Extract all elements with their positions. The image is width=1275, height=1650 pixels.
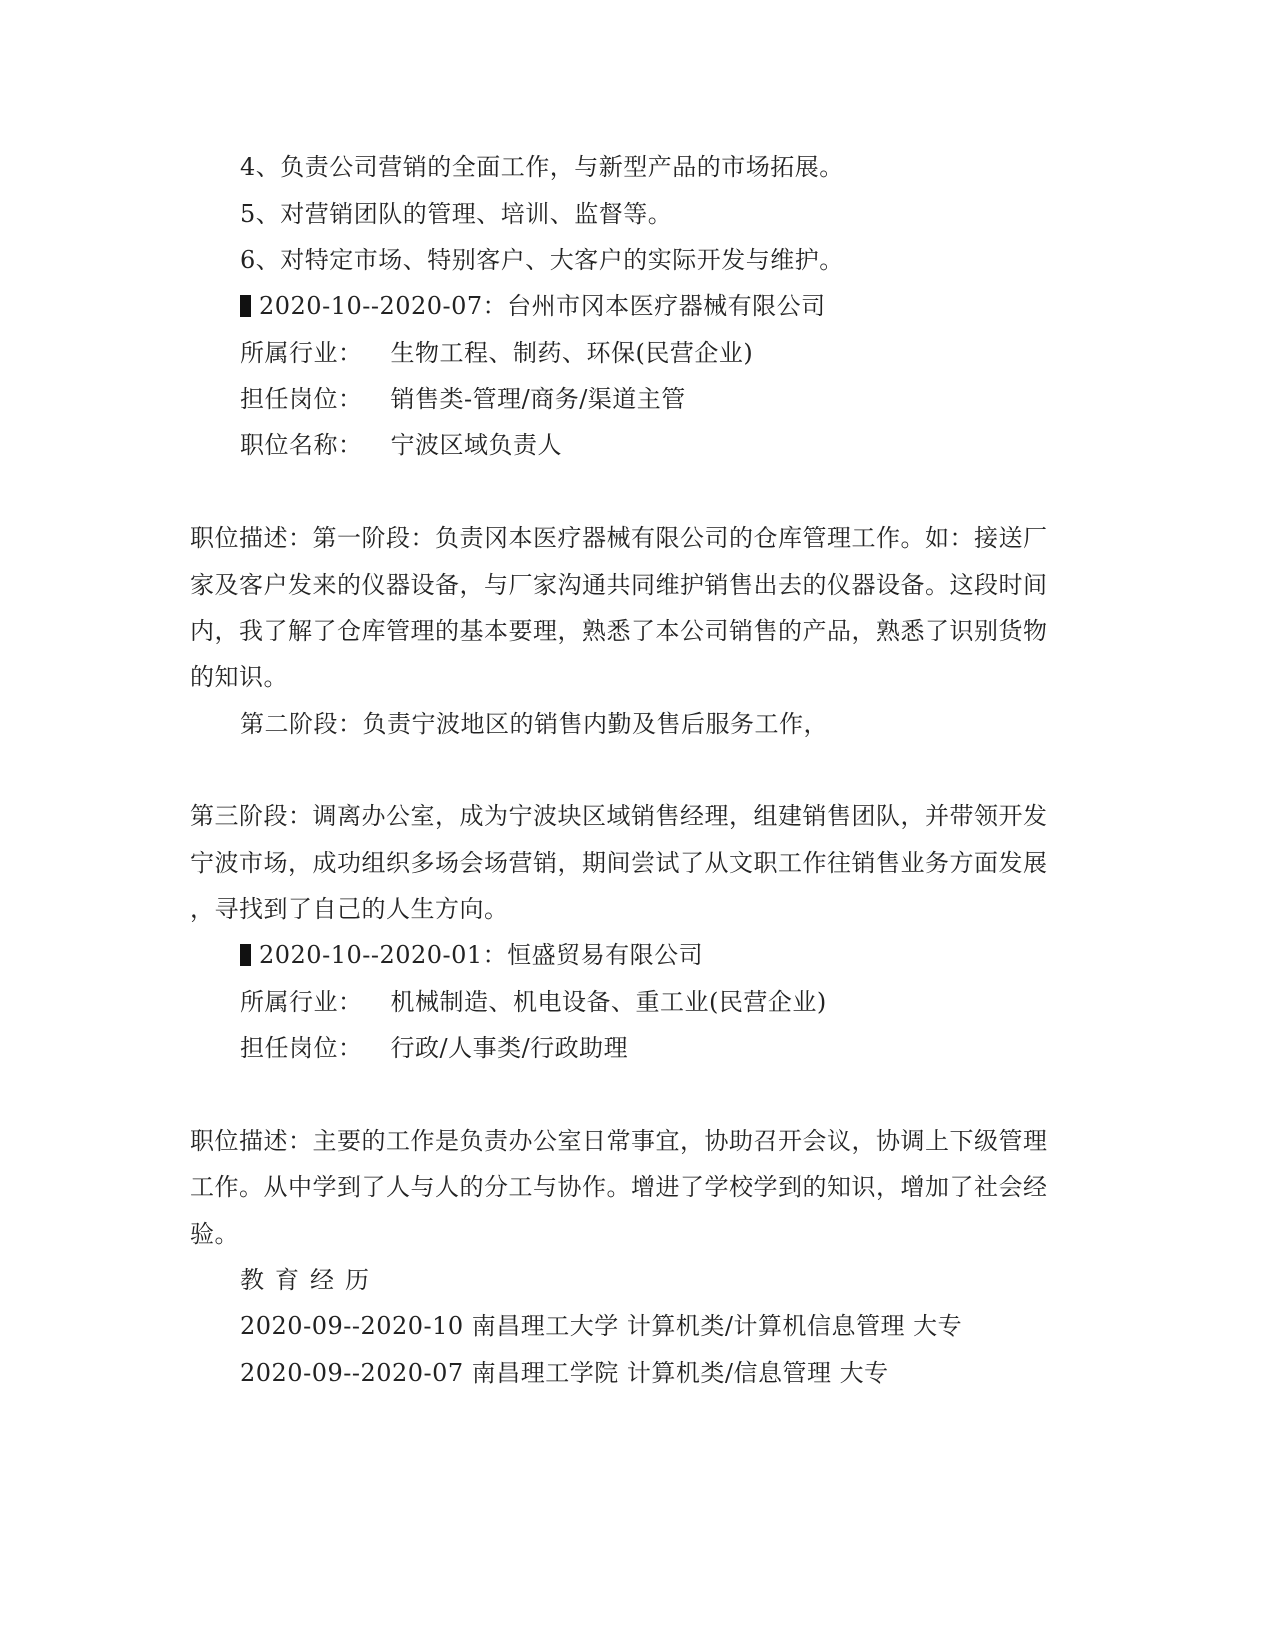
education-heading: 教育经历 [240, 1266, 380, 1294]
job-description-line: 的知识。 [190, 663, 288, 691]
job-description-line: 工作。从中学到了人与人的分工与协作。增进了学校学到的知识，增加了社会经 [190, 1173, 1048, 1201]
position-row [240, 1033, 628, 1063]
bullet-bar-icon [240, 295, 251, 317]
stage-3-line: ，寻找到了自己的人生方向。 [190, 895, 509, 923]
job-description-line: 职位描述：主要的工作是负责办公室日常事宜，协助召开会议，协调上下级管理 [190, 1127, 1048, 1155]
job-header-1 [240, 291, 826, 321]
field-value: 行政/人事类/行政助理 [390, 1034, 629, 1062]
field-label: 职位名称： [240, 431, 363, 459]
job-description-line: 家及客户发来的仪器设备，与厂家沟通共同维护销售出去的仪器设备。这段时间 [190, 571, 1048, 599]
industry-row [240, 338, 753, 368]
stage-3-line: 宁波市场，成功组织多场会场营销，期间尝试了从文职工作往销售业务方面发展 [190, 849, 1048, 877]
stage-2-text: 第二阶段：负责宁波地区的销售内勤及售后服务工作， [240, 710, 828, 738]
industry-row [240, 987, 827, 1017]
title-row [240, 430, 562, 460]
field-label: 担任岗位： [240, 385, 363, 413]
company-name: 台州市冈本医疗器械有限公司 [507, 292, 826, 320]
job-description-line: 职位描述：第一阶段：负责冈本医疗器械有限公司的仓库管理工作。如：接送厂 [190, 524, 1048, 552]
field-label: 所属行业： [240, 988, 363, 1016]
field-value: 生物工程、制药、环保(民营企业) [390, 339, 754, 367]
field-value: 机械制造、机电设备、重工业(民营企业) [390, 988, 827, 1016]
job-description-line: 内，我了解了仓库管理的基本要理，熟悉了本公司销售的产品，熟悉了识别货物 [190, 617, 1048, 645]
field-label: 担任岗位： [240, 1034, 363, 1062]
position-row [240, 384, 686, 414]
stage-3-line: 第三阶段：调离办公室，成为宁波块区域销售经理，组建销售团队，并带领开发 [190, 802, 1048, 830]
job-header-2 [240, 940, 703, 970]
education-entry: 2020-09--2020-10 南昌理工大学 计算机类/计算机信息管理 大专 [240, 1312, 963, 1340]
bullet-bar-icon [240, 944, 251, 966]
field-value: 销售类-管理/商务/渠道主管 [390, 385, 686, 413]
education-entry: 2020-09--2020-07 南昌理工学院 计算机类/信息管理 大专 [240, 1359, 889, 1387]
job-description-line: 验。 [190, 1220, 239, 1248]
field-value: 宁波区域负责人 [390, 431, 562, 459]
duty-item-4: 4、负责公司营销的全面工作，与新型产品的市场拓展。 [240, 153, 844, 181]
company-name: 恒盛贸易有限公司 [507, 941, 704, 969]
duty-item-6: 6、对特定市场、特别客户、大客户的实际开发与维护。 [240, 246, 844, 274]
duty-item-5: 5、对营销团队的管理、培训、监督等。 [240, 200, 673, 228]
field-label: 所属行业： [240, 339, 363, 367]
job-period: 2020-10--2020-07： [259, 292, 508, 320]
job-period: 2020-10--2020-01： [259, 941, 508, 969]
